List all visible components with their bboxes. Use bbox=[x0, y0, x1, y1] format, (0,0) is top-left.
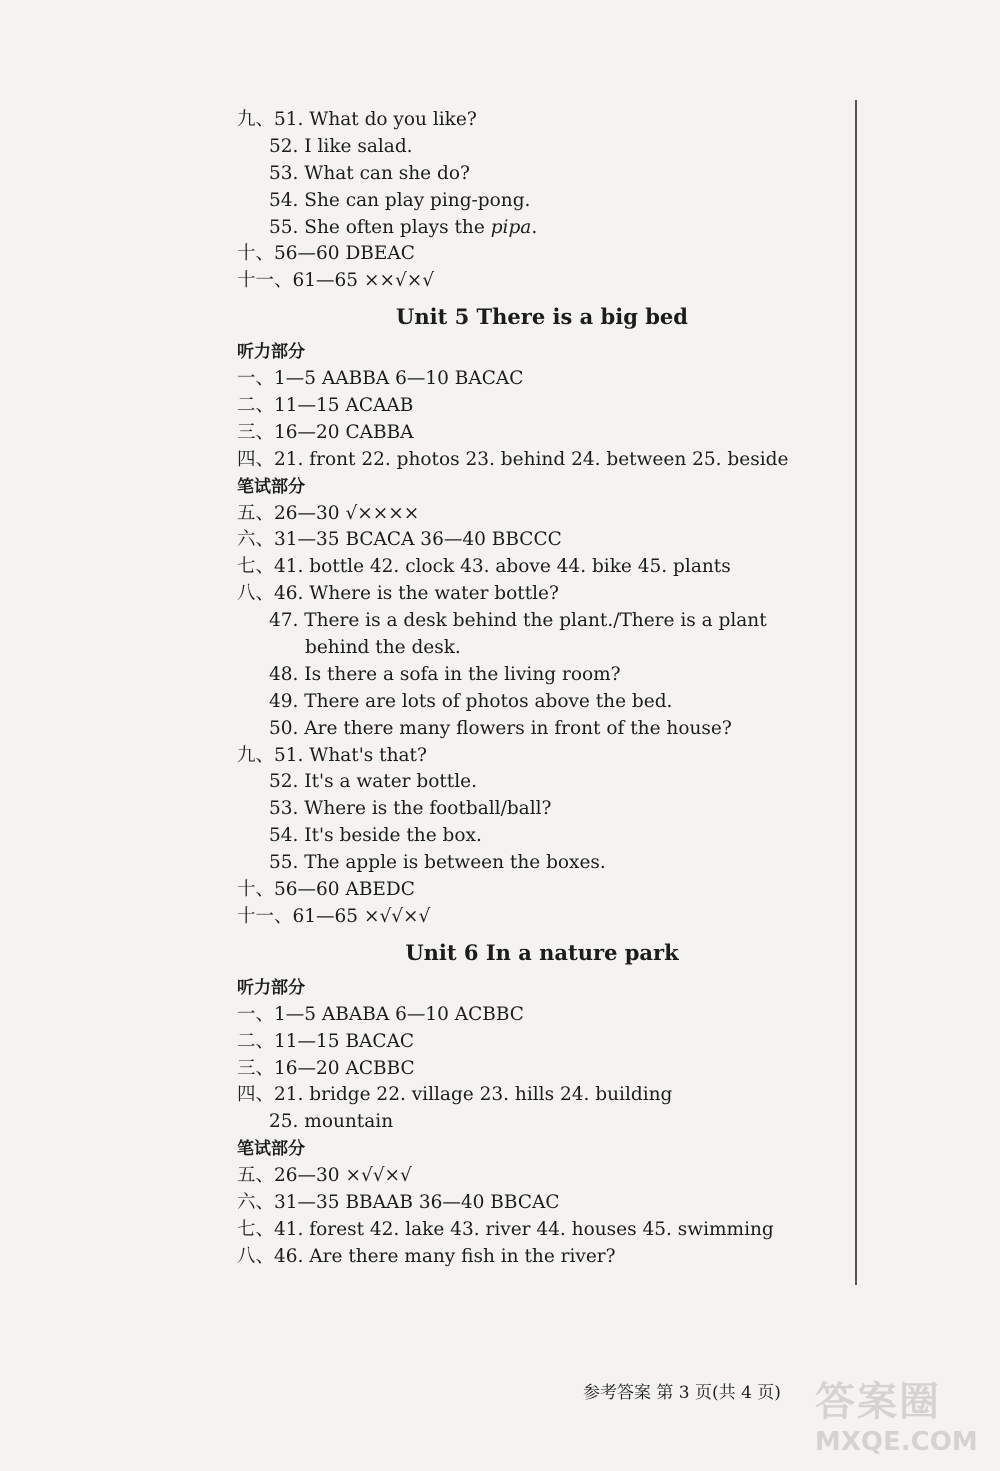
watermark-logo-text: 答案圈 bbox=[815, 1379, 941, 1425]
section-heading: 笔试部分 bbox=[237, 476, 305, 496]
answer-line: 三、16—20 CABBA bbox=[237, 421, 414, 443]
answer-line: 53. What can she do? bbox=[269, 162, 470, 184]
answer-line: 二、11—15 BACAC bbox=[237, 1030, 415, 1052]
answer-line: 九、51. What do you like? bbox=[237, 109, 477, 130]
answer-line: 52. It's a water bottle. bbox=[269, 771, 477, 793]
answer-line: 十一、61—65 ×√√×√ bbox=[237, 905, 431, 927]
unit-title: Unit 6 In a nature park bbox=[405, 939, 679, 965]
section-heading: 听力部分 bbox=[237, 342, 305, 362]
answer-line: 52. I like salad. bbox=[269, 135, 413, 157]
answer-line: 四、21. front 22. photos 23. behind 24. between 25. beside bbox=[237, 448, 789, 470]
watermark-url: MXQE.COM bbox=[815, 1427, 978, 1457]
answer-line: 六、31—35 BCACA 36—40 BBCCC bbox=[237, 529, 562, 551]
answer-line: 47. There is a desk behind the plant./There is a plant bbox=[269, 610, 767, 632]
answer-line: 八、46. Are there many fish in the river? bbox=[237, 1245, 616, 1267]
answer-line: 六、31—35 BBAAB 36—40 BBCAC bbox=[237, 1191, 560, 1213]
answer-line: 55. The apple is between the boxes. bbox=[269, 852, 606, 874]
answer-line: 一、1—5 ABABA 6—10 ACBBC bbox=[237, 1003, 524, 1025]
watermark-logo bbox=[815, 1370, 990, 1465]
answer-line: 54. She can play ping-pong. bbox=[269, 189, 531, 211]
answer-line: 八、46. Where is the water bottle? bbox=[237, 583, 559, 605]
page-footer: 参考答案 第 3 页(共 4 页) bbox=[583, 1383, 781, 1403]
answer-line: 七、41. bottle 42. clock 43. above 44. bike 45. plants bbox=[237, 556, 731, 578]
answer-line: 九、51. What's that? bbox=[237, 744, 427, 766]
answer-line: 50. Are there many flowers in front of the house? bbox=[269, 717, 732, 739]
answer-line: 49. There are lots of photos above the bed. bbox=[269, 690, 673, 712]
section-heading: 笔试部分 bbox=[237, 1139, 305, 1159]
unit-title: Unit 5 There is a big bed bbox=[396, 304, 688, 330]
answer-line: 五、26—30 ×√√×√ bbox=[237, 1165, 412, 1187]
answer-line: 二、11—15 ACAAB bbox=[237, 395, 414, 417]
answer-line: 十、56—60 DBEAC bbox=[237, 243, 415, 265]
answer-line: 十一、61—65 ××√×√ bbox=[237, 270, 435, 292]
answer-line: 55. She often plays the pipa. bbox=[269, 216, 538, 238]
answer-lines bbox=[237, 107, 847, 1271]
answer-line: 五、26—30 √×××× bbox=[237, 502, 420, 524]
right-margin-rule bbox=[855, 100, 857, 1285]
answer-line: 54. It's beside the box. bbox=[269, 825, 482, 847]
answer-line: 53. Where is the football/ball? bbox=[269, 798, 552, 820]
answer-line: 一、1—5 AABBA 6—10 BACAC bbox=[237, 368, 524, 390]
answer-line-continuation: behind the desk. bbox=[305, 637, 461, 659]
answer-line: 十、56—60 ABEDC bbox=[237, 879, 415, 901]
answer-line: 48. Is there a sofa in the living room? bbox=[269, 663, 621, 685]
answer-line: 25. mountain bbox=[269, 1111, 394, 1133]
section-heading: 听力部分 bbox=[237, 977, 305, 997]
answer-line: 三、16—20 ACBBC bbox=[237, 1057, 415, 1079]
answer-line: 四、21. bridge 22. village 23. hills 24. building bbox=[237, 1084, 673, 1106]
italic-word: pipa bbox=[490, 216, 532, 238]
answer-line: 七、41. forest 42. lake 43. river 44. houses 45. swimming bbox=[237, 1218, 774, 1240]
